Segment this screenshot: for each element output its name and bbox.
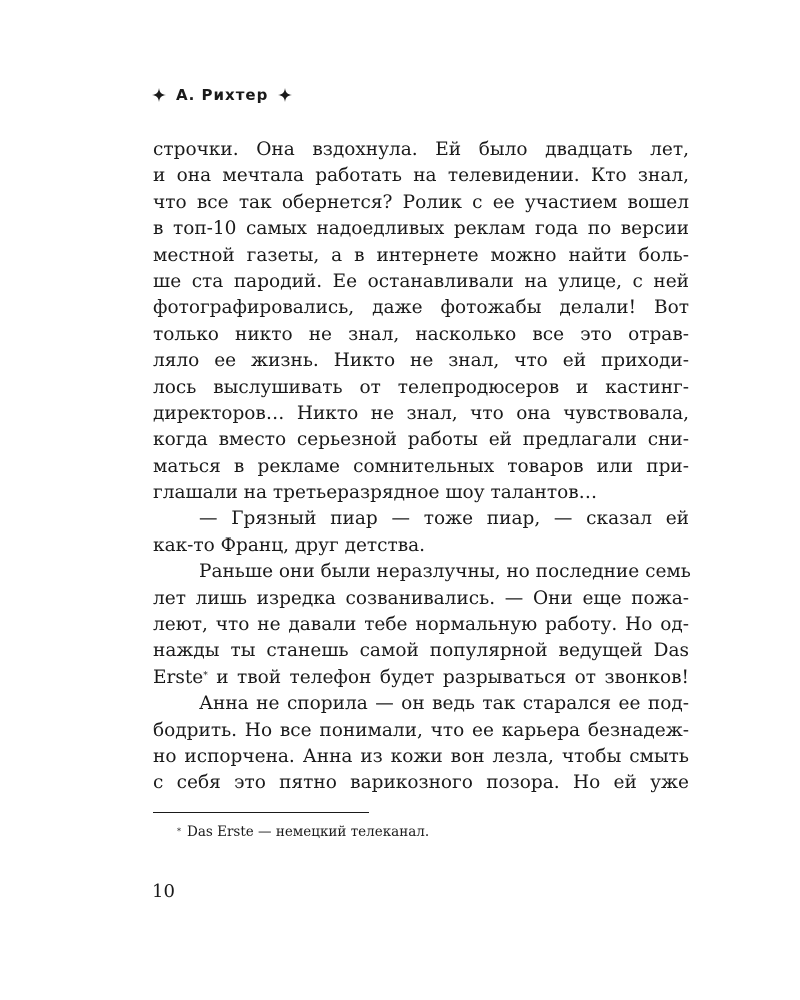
four-point-star-icon bbox=[152, 88, 166, 102]
text-line: но испорчена. Анна из кожи вон лезла, чтобы смыть bbox=[153, 745, 689, 767]
text-line: ше ста пародий. Ее останавливали на улице, с ней bbox=[153, 270, 689, 292]
text-line: что все так обернется? Ролик с ее участием вошел bbox=[153, 191, 689, 213]
text-line: когда вместо серьезной работы ей предлагали сни- bbox=[153, 429, 689, 451]
author-name: А. Рихтер bbox=[176, 86, 269, 104]
footnote bbox=[177, 822, 429, 842]
text-line: местной газеты, а в интернете можно найти боль- bbox=[153, 244, 689, 266]
text-line: с себя это пятно варикозного позора. Но ей уже bbox=[153, 772, 689, 794]
text-line: — Грязный пиар — тоже пиар, — сказал ей bbox=[199, 508, 689, 530]
text-line: фотографировались, даже фотожабы делали! Вот bbox=[153, 297, 689, 319]
text-line: только никто не знал, насколько все это отрав- bbox=[153, 323, 689, 345]
running-header bbox=[152, 84, 292, 106]
text-line: и она мечтала работать на телевидении. Кто знал, bbox=[153, 165, 689, 187]
text-line: маться в рекламе сомнительных товаров или при- bbox=[153, 455, 689, 477]
footnote-text: Das Erste — немецкий телеканал. bbox=[187, 824, 430, 840]
text-line: глашали на третьеразрядное шоу талантов… bbox=[153, 482, 598, 504]
text-line: бодрить. Но все понимали, что ее карьера безнадеж- bbox=[153, 719, 689, 741]
text-line: строчки. Она вздохнула. Ей было двадцать лет, bbox=[153, 139, 689, 160]
text-fragment: и твой телефон будет разрываться от звонков! bbox=[216, 666, 689, 688]
text-line: лось выслушивать от телепродюсеров и кастинг- bbox=[153, 376, 689, 398]
body-text bbox=[153, 137, 689, 797]
footnote-marker: * bbox=[177, 827, 181, 836]
text-line bbox=[153, 665, 689, 691]
page-number: 10 bbox=[152, 881, 175, 902]
text-line: Анна не спорила — он ведь так старался ее под- bbox=[199, 693, 689, 715]
text-line: Раньше они были неразлучны, но последние семь bbox=[199, 561, 691, 583]
text-fragment: Erste bbox=[153, 666, 204, 688]
text-line: как-то Франц, друг детства. bbox=[153, 534, 426, 556]
text-line: нажды ты станешь самой популярной ведущей Das bbox=[153, 640, 689, 662]
footnote-divider bbox=[153, 812, 369, 813]
four-point-star-icon bbox=[278, 88, 292, 102]
text-line: лет лишь изредка созванивались. — Они еще пожа- bbox=[153, 587, 689, 609]
footnote-marker: * bbox=[203, 670, 208, 681]
text-line: директоров… Никто не знал, что она чувствовала, bbox=[153, 402, 689, 424]
text-line: в топ-10 самых надоедливых реклам года по версии bbox=[153, 218, 689, 240]
text-line: леют, что не давали тебе нормальную работу. Но од- bbox=[153, 614, 689, 636]
text-line: ляло ее жизнь. Никто не знал, что ей приходи- bbox=[153, 350, 689, 372]
